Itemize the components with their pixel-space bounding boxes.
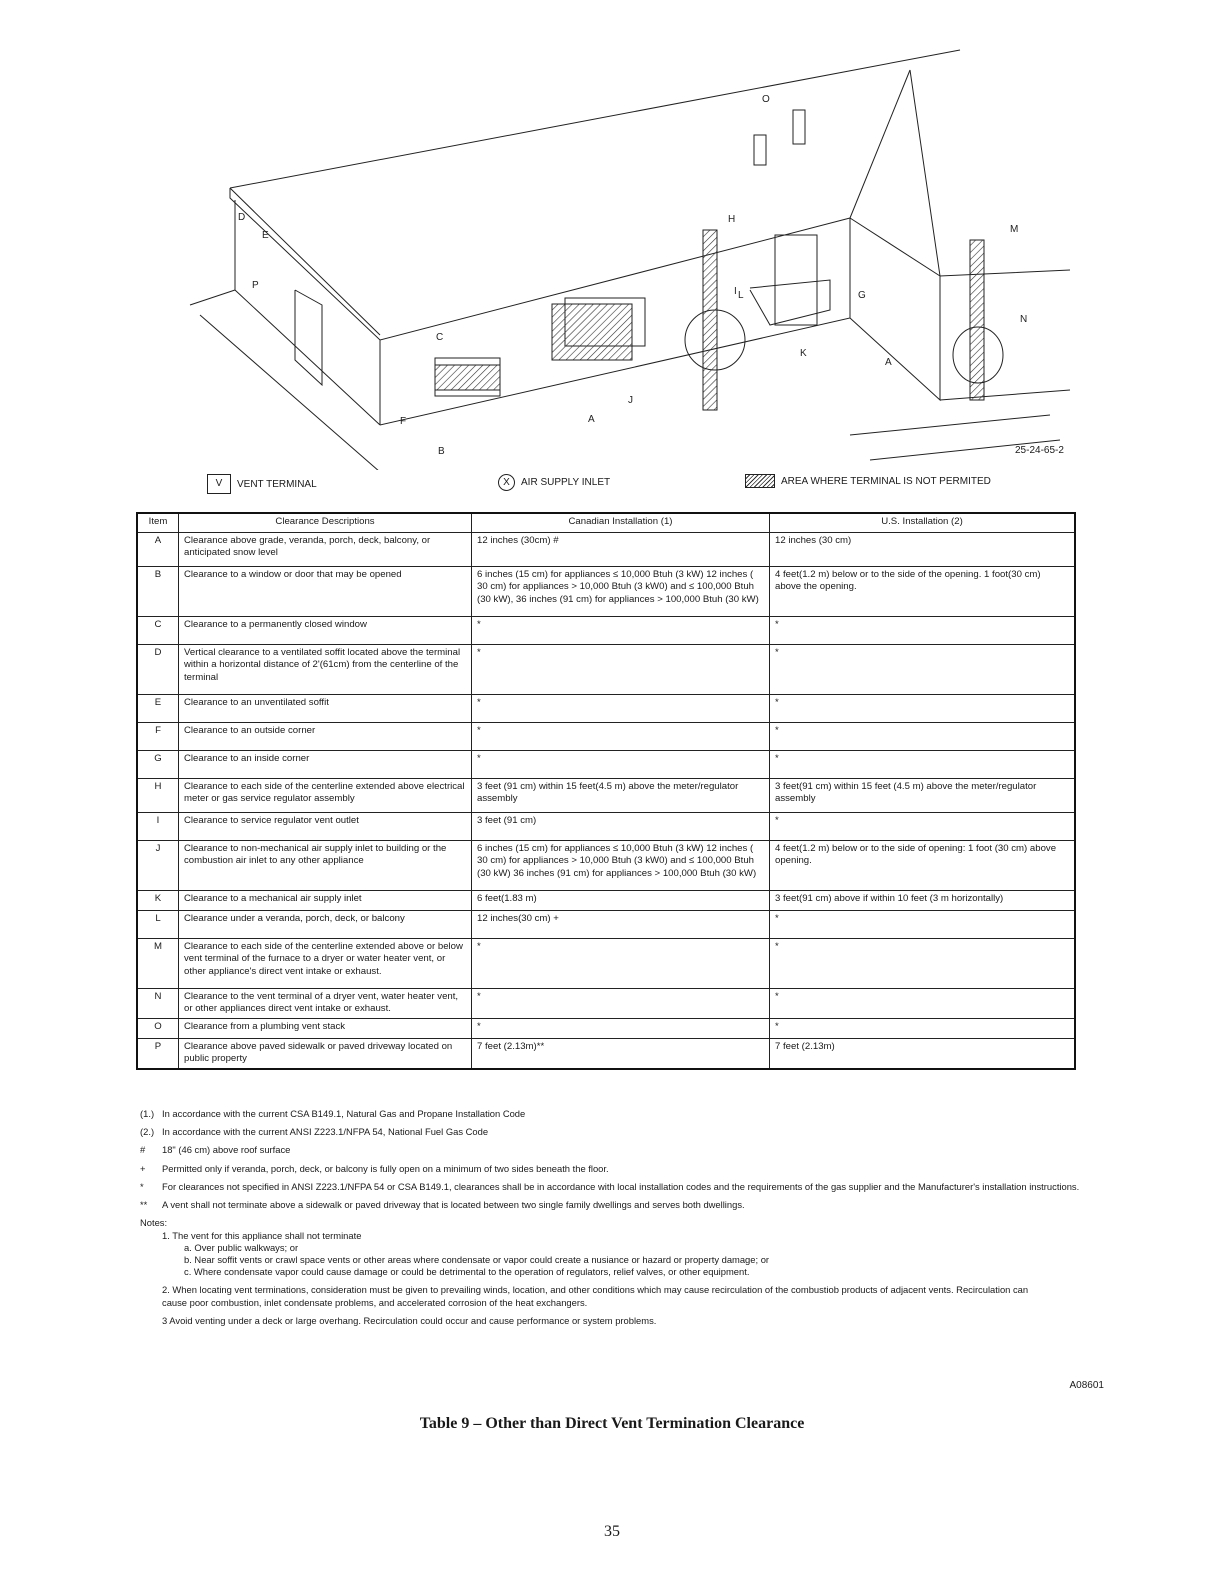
row-canadian: * bbox=[472, 617, 770, 645]
note-1: 1. The vent for this appliance shall not terminate bbox=[162, 1229, 362, 1241]
label-p: P bbox=[252, 280, 259, 291]
row-us: * bbox=[770, 751, 1076, 779]
table-row bbox=[137, 533, 1075, 567]
table-row bbox=[137, 989, 1075, 1019]
row-item: E bbox=[137, 695, 179, 723]
row-desc: Clearance above grade, veranda, porch, deck, balcony, or anticipated snow level bbox=[179, 533, 472, 567]
row-desc: Vertical clearance to a ventilated soffit located above the terminal within a horizontal distance of 2'(61cm) from the centerline of the terminal bbox=[179, 645, 472, 695]
row-item: H bbox=[137, 779, 179, 813]
table-row bbox=[137, 779, 1075, 813]
row-desc: Clearance under a veranda, porch, deck, or balcony bbox=[179, 911, 472, 939]
label-d: D bbox=[238, 212, 246, 223]
footnote-text: In accordance with the current ANSI Z223.1/NFPA 54, National Fuel Gas Code bbox=[162, 1126, 489, 1138]
table-row bbox=[137, 617, 1075, 645]
table-row bbox=[137, 723, 1075, 751]
air-supply-icon: X bbox=[498, 474, 515, 491]
table-row bbox=[137, 813, 1075, 841]
label-f: F bbox=[400, 416, 407, 427]
row-canadian: 3 feet (91 cm) bbox=[472, 813, 770, 841]
label-l: L bbox=[738, 290, 744, 301]
note-2: 2. When locating vent terminations, consideration must be given to prevailing winds, location, and other conditions which may cause recirculation of the combustiob products of adjacent vents. Recirculation can cause poor combustion, inlet condensate problems, and accelerated corrosion of the heat exchangers. bbox=[162, 1284, 1029, 1308]
row-item: C bbox=[137, 617, 179, 645]
row-canadian: * bbox=[472, 723, 770, 751]
label-c: C bbox=[436, 332, 444, 343]
row-us: * bbox=[770, 813, 1076, 841]
footnote-mark: # bbox=[140, 1144, 146, 1156]
row-desc: Clearance to an outside corner bbox=[179, 723, 472, 751]
row-canadian: 12 inches (30cm) # bbox=[472, 533, 770, 567]
legend-not-permitted bbox=[745, 474, 991, 488]
row-item: P bbox=[137, 1039, 179, 1069]
footnote-text: In accordance with the current CSA B149.1, Natural Gas and Propane Installation Code bbox=[162, 1108, 526, 1119]
row-canadian: * bbox=[472, 695, 770, 723]
row-us: * bbox=[770, 617, 1076, 645]
row-desc: Clearance to each side of the centerline extended above or below vent terminal of the furnace to a dryer or water heater vent, or other appliance's direct vent intake or exhaust. bbox=[179, 939, 472, 989]
figure-code: 25-24-65-2 bbox=[1015, 445, 1064, 456]
footnote-text: Permitted only if veranda, porch, deck, or balcony is fully open on a minimum of two sides beneath the floor. bbox=[162, 1162, 609, 1174]
row-item: D bbox=[137, 645, 179, 695]
label-j: J bbox=[628, 395, 633, 406]
row-item: N bbox=[137, 989, 179, 1019]
row-item: G bbox=[137, 751, 179, 779]
note-1a: a. Over public walkways; or bbox=[184, 1241, 299, 1253]
footnote-mark: * bbox=[140, 1180, 144, 1192]
row-canadian: * bbox=[472, 939, 770, 989]
row-us: * bbox=[770, 645, 1076, 695]
label-a: A bbox=[885, 357, 892, 368]
row-canadian: 7 feet (2.13m)** bbox=[472, 1039, 770, 1069]
clearance-table bbox=[136, 512, 1076, 1070]
row-us: * bbox=[770, 939, 1076, 989]
row-us: 12 inches (30 cm) bbox=[770, 533, 1076, 567]
row-canadian: 6 inches (15 cm) for appliances ≤ 10,000 Btuh (3 kW) 12 inches ( 30 cm) for appliances > 10,000 Btuh (3 kW0) and ≤ 100,000 Btuh (30 kW) 36 inches (91 cm) for appliances > 100,000 Btuh (30 kW) bbox=[472, 841, 770, 891]
row-us: 4 feet(1.2 m) below or to the side of opening: 1 foot (30 cm) above opening. bbox=[770, 841, 1076, 891]
label-g: G bbox=[858, 290, 866, 301]
header-us: U.S. Installation (2) bbox=[770, 513, 1076, 533]
row-desc: Clearance to a mechanical air supply inlet bbox=[179, 891, 472, 911]
footnote-mark: + bbox=[140, 1162, 146, 1174]
table-row bbox=[137, 1019, 1075, 1039]
row-us: 3 feet(91 cm) above if within 10 feet (3 m horizontally) bbox=[770, 891, 1076, 911]
row-item: B bbox=[137, 567, 179, 617]
drawing-code: A08601 bbox=[1069, 1380, 1104, 1391]
row-canadian: 12 inches(30 cm) + bbox=[472, 911, 770, 939]
row-item: F bbox=[137, 723, 179, 751]
row-canadian: * bbox=[472, 1019, 770, 1039]
row-desc: Clearance to each side of the centerline extended above electrical meter or gas service regulator assembly bbox=[179, 779, 472, 813]
footnote-text: A vent shall not terminate above a sidewalk or paved driveway that is located between two single family dwellings and serves both dwellings. bbox=[162, 1199, 745, 1211]
row-desc: Clearance to the vent terminal of a dryer vent, water heater vent, or other appliances direct vent intake or exhaust. bbox=[179, 989, 472, 1019]
table-row bbox=[137, 841, 1075, 891]
label-m: M bbox=[1010, 224, 1019, 235]
row-desc: Clearance to service regulator vent outlet bbox=[179, 813, 472, 841]
row-desc: Clearance from a plumbing vent stack bbox=[179, 1019, 472, 1039]
row-item: O bbox=[137, 1019, 179, 1039]
table-row bbox=[137, 695, 1075, 723]
footnote bbox=[140, 1126, 1080, 1138]
note-3: 3 Avoid venting under a deck or large overhang. Recirculation could occur and cause performance or system problems. bbox=[162, 1314, 657, 1326]
row-item: L bbox=[137, 911, 179, 939]
table-header-row bbox=[137, 513, 1075, 533]
footnote bbox=[140, 1199, 1080, 1211]
table-caption: Table 9 – Other than Direct Vent Termination Clearance bbox=[419, 1415, 805, 1432]
footnote-mark: ** bbox=[140, 1199, 148, 1211]
row-canadian: * bbox=[472, 645, 770, 695]
footnote bbox=[140, 1108, 1080, 1120]
table-row bbox=[137, 911, 1075, 939]
footnote bbox=[140, 1144, 1080, 1156]
label-n: N bbox=[1020, 314, 1028, 325]
label-i: I bbox=[734, 286, 737, 297]
footnote-mark: (2.) bbox=[140, 1126, 155, 1138]
label-o: O bbox=[762, 94, 770, 105]
row-canadian: * bbox=[472, 751, 770, 779]
row-canadian: * bbox=[472, 989, 770, 1019]
legend-vent-terminal bbox=[207, 474, 317, 494]
table-row bbox=[137, 939, 1075, 989]
row-canadian: 6 feet(1.83 m) bbox=[472, 891, 770, 911]
row-us: 3 feet(91 cm) within 15 feet (4.5 m) above the meter/regulator assembly bbox=[770, 779, 1076, 813]
label-h: H bbox=[728, 214, 736, 225]
row-us: * bbox=[770, 911, 1076, 939]
page-number: 35 bbox=[604, 1523, 620, 1540]
footnote-mark: (1.) bbox=[140, 1108, 155, 1119]
footnote bbox=[140, 1181, 1080, 1193]
label-e: E bbox=[262, 230, 269, 241]
row-canadian: 6 inches (15 cm) for appliances ≤ 10,000 Btuh (3 kW) 12 inches ( 30 cm) for appliances > 10,000 Btuh (3 kW0) and ≤ 100,000 Btuh (30 kW), 36 inches (91 cm) for appliances > 100,000 Btuh (30 kW) bbox=[472, 567, 770, 617]
label-k: K bbox=[800, 348, 807, 359]
row-us: * bbox=[770, 695, 1076, 723]
row-us: * bbox=[770, 1019, 1076, 1039]
row-us: 7 feet (2.13m) bbox=[770, 1039, 1076, 1069]
notes-heading: Notes: bbox=[140, 1217, 168, 1229]
row-item: A bbox=[137, 533, 179, 567]
legend-vent-label: VENT TERMINAL bbox=[237, 478, 317, 490]
footnote-text: For clearances not specified in ANSI Z223.1/NFPA 54 or CSA B149.1, clearances shall be in accordance with local installation codes and the requirements of the gas supplier and the Manufacturer's installation instructions. bbox=[162, 1180, 1080, 1192]
label-b: B bbox=[438, 446, 445, 457]
row-desc: Clearance to an unventilated soffit bbox=[179, 695, 472, 723]
header-canadian: Canadian Installation (1) bbox=[472, 513, 770, 533]
row-item: K bbox=[137, 891, 179, 911]
row-desc: Clearance to a permanently closed window bbox=[179, 617, 472, 645]
row-desc: Clearance to a window or door that may be opened bbox=[179, 567, 472, 617]
table-row bbox=[137, 1039, 1075, 1069]
table-row bbox=[137, 567, 1075, 617]
header-item: Item bbox=[137, 513, 179, 533]
legend-air-supply bbox=[498, 474, 610, 491]
label-a2: A bbox=[588, 414, 595, 425]
footnote bbox=[140, 1163, 1080, 1175]
row-item: M bbox=[137, 939, 179, 989]
footnote-text: 18" (46 cm) above roof surface bbox=[162, 1144, 291, 1156]
legend-air-label: AIR SUPPLY INLET bbox=[521, 477, 611, 488]
legend-area-label: AREA WHERE TERMINAL IS NOT PERMITED bbox=[781, 475, 991, 487]
row-canadian: 3 feet (91 cm) within 15 feet(4.5 m) above the meter/regulator assembly bbox=[472, 779, 770, 813]
table-row bbox=[137, 645, 1075, 695]
header-description: Clearance Descriptions bbox=[179, 513, 472, 533]
hatched-area-icon bbox=[745, 474, 775, 488]
note-1b: b. Near soffit vents or crawl space vents or other areas where condensate or vapor could create a nusiance or hazard or property damage; or bbox=[184, 1253, 770, 1265]
row-item: I bbox=[137, 813, 179, 841]
row-us: 4 feet(1.2 m) below or to the side of the opening. 1 foot(30 cm) above the opening. bbox=[770, 567, 1076, 617]
row-us: * bbox=[770, 723, 1076, 751]
table-row bbox=[137, 891, 1075, 911]
row-desc: Clearance above paved sidewalk or paved driveway located on public property bbox=[179, 1039, 472, 1069]
row-desc: Clearance to non-mechanical air supply inlet to building or the combustion air inlet to any other appliance bbox=[179, 841, 472, 891]
note-1c: c. Where condensate vapor could cause damage or could be detrimental to the operation of regulators, relief valves, or other equipment. bbox=[184, 1266, 750, 1278]
row-us: * bbox=[770, 989, 1076, 1019]
table-row bbox=[137, 751, 1075, 779]
row-desc: Clearance to an inside corner bbox=[179, 751, 472, 779]
footnotes-block bbox=[140, 1108, 1080, 1327]
row-item: J bbox=[137, 841, 179, 891]
vent-terminal-icon: V bbox=[207, 474, 231, 494]
vent-clearance-diagram bbox=[150, 40, 1090, 470]
